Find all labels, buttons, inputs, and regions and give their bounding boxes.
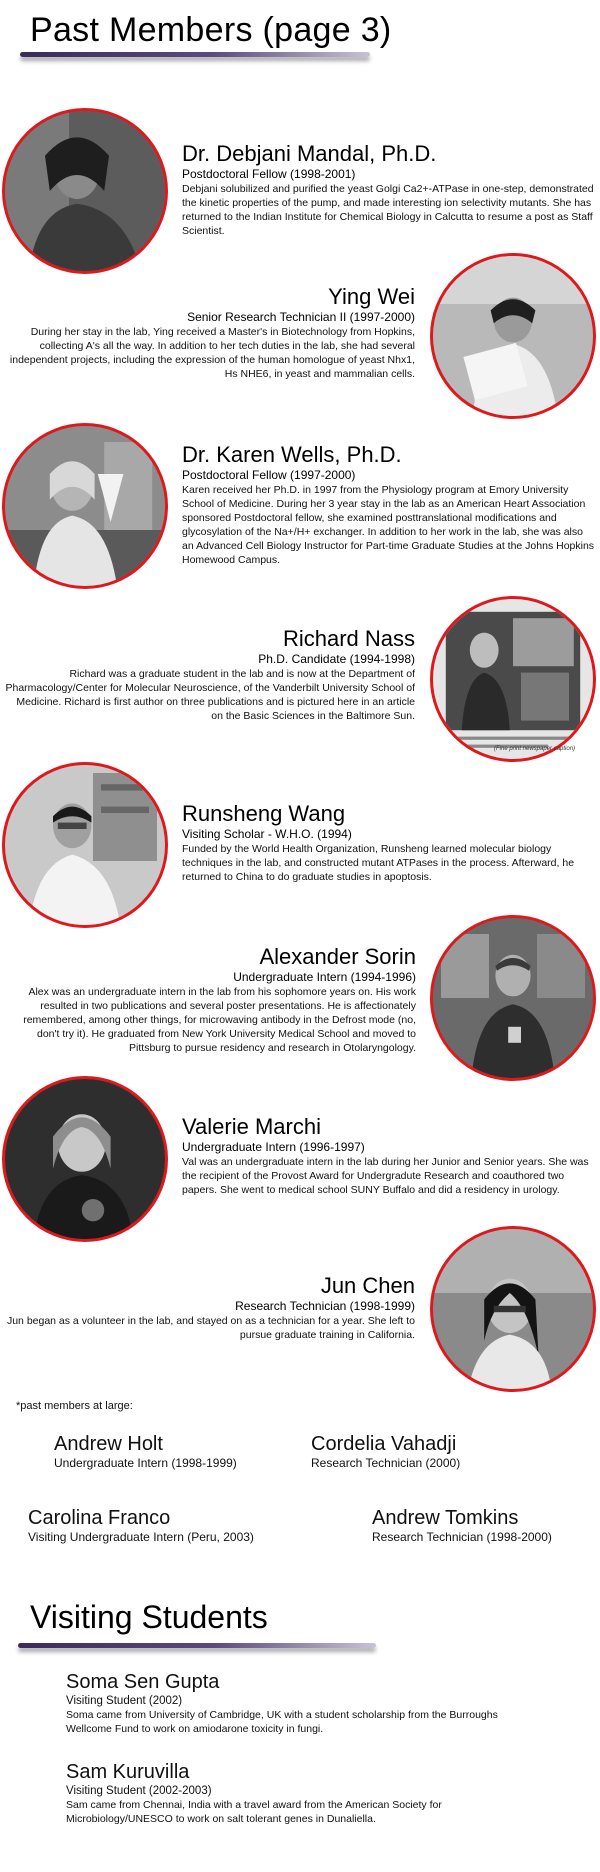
at-large-name: Carolina Franco xyxy=(28,1507,171,1529)
at-large-role: Visiting Undergraduate Intern (Peru, 2003) xyxy=(28,1530,254,1544)
member-description: Jun began as a volunteer in the lab, and stayed on as a technician for a year. She left to pursue graduate training in California. xyxy=(6,1315,415,1341)
at-large-member xyxy=(311,1432,460,1471)
at-large-role: Research Technician (2000) xyxy=(311,1456,461,1470)
member-entry-valerie-marchi xyxy=(182,1114,596,1197)
member-photo-debjani-mandal xyxy=(2,108,168,274)
member-photo-ying-wei xyxy=(430,253,596,419)
member-photo-runsheng-wang xyxy=(2,762,168,928)
at-large-role: Research Technician (1998-2000) xyxy=(372,1530,552,1544)
member-role: Undergraduate Intern (1996-1997) xyxy=(182,1140,365,1154)
visiting-students-title: Visiting Students xyxy=(30,1599,268,1635)
newspaper-caption: (Fine print newspaper caption) xyxy=(494,746,576,752)
at-large-member xyxy=(372,1506,552,1545)
at-large-name: Andrew Tomkins xyxy=(372,1507,519,1529)
visiting-student-role: Visiting Student (2002-2003) xyxy=(66,1785,212,1797)
visiting-student-name: Sam Kuruvilla xyxy=(66,1761,190,1783)
visiting-student-name: Soma Sen Gupta xyxy=(66,1671,220,1693)
visiting-student-entry xyxy=(66,1760,546,1826)
member-description: Richard was a graduate student in the lab and is now at the Department of Pharmacology/Center for Molecular Neuroscience, of the Vanderbilt University School of Medicine. Richard is first author on three publications and is pictured here in an article on the Basic Sciences in the Baltimore Sun. xyxy=(5,668,415,722)
member-entry-karen-wells xyxy=(182,442,596,567)
at-large-note: *past members at large: xyxy=(16,1400,133,1412)
member-entry-richard-nass xyxy=(3,626,415,723)
member-entry-debjani-mandal xyxy=(182,141,596,238)
at-large-member xyxy=(28,1506,254,1545)
member-name: Jun Chen xyxy=(320,1273,415,1298)
member-name: Alexander Sorin xyxy=(259,944,416,969)
member-name: Richard Nass xyxy=(282,626,415,651)
page-title: Past Members (page 3) xyxy=(30,11,392,49)
title-underline xyxy=(20,52,370,57)
member-description: During her stay in the lab, Ying received a Master's in Biotechnology from Hopkins, collecting A's all the way. In addition to her tech duties in the lab, she had several independent projects, including the expression of the human homologue of yeast Nhx1, Hs NHE6, in yeast and mammalian cells. xyxy=(9,326,415,380)
member-name: Valerie Marchi xyxy=(182,1114,321,1139)
member-description: Funded by the World Health Organization, Runsheng learned molecular biology techniques in the lab, and constructed mutant ATPases in the process. Afterward, he returned to China to do graduate studies in apoptosis. xyxy=(182,843,575,883)
member-description: Val was an undergraduate intern in the lab during her Junior and Senior years. She was the recipient of the Provost Award for Undergradute Research and coauthored two papers. She went to medical school SUNY Buffalo and did a residency in urology. xyxy=(182,1156,589,1196)
member-name: Runsheng Wang xyxy=(182,801,346,826)
member-role: Visiting Scholar - W.H.O. (1994) xyxy=(182,827,352,841)
member-role: Senior Research Technician II (1997-2000) xyxy=(187,310,415,324)
member-role: Postdoctoral Fellow (1998-2001) xyxy=(182,167,356,181)
member-photo-karen-wells xyxy=(2,423,168,589)
member-description: Debjani solubilized and purified the yeast Golgi Ca2+-ATPase in one-step, demonstrated the kinetic properties of the pump, and made interesting ion selectivity mutants. She has returned to the Indian Institute for Chemical Biology in Calcutta to resume a post as Staff Scientist. xyxy=(182,183,594,237)
member-photo-jun-chen xyxy=(430,1226,596,1392)
at-large-name: Andrew Holt xyxy=(54,1433,163,1455)
member-name: Dr. Debjani Mandal, Ph.D. xyxy=(182,141,437,166)
visiting-student-description: Soma came from University of Cambridge, UK with a student scholarship from the Burroughs Wellcome Fund to work on amiodarone toxicity in fungi. xyxy=(66,1709,498,1735)
member-photo-valerie-marchi xyxy=(2,1076,168,1242)
visiting-student-role: Visiting Student (2002) xyxy=(66,1695,183,1707)
member-role: Postdoctoral Fellow (1997-2000) xyxy=(182,468,356,482)
member-entry-ying-wei xyxy=(3,284,415,381)
member-photo-richard-nass xyxy=(430,596,596,762)
member-entry-jun-chen xyxy=(3,1273,415,1342)
member-description: Karen received her Ph.D. in 1997 from the Physiology program at Emory University School of Medicine. During her 3 year stay in the lab as an American Heart Association sponsored Postdoctoral fellow, she examined posttranslational modifications and glycosylation of the Na+/H+ exchanger. In addition to her work in the lab, she was also an Advanced Cell Biology Instructor for Part-time Graduate Studies at the Johns Hopkins Homewood Campus. xyxy=(182,484,595,566)
at-large-member xyxy=(54,1432,237,1471)
member-name: Dr. Karen Wells, Ph.D. xyxy=(182,442,402,467)
at-large-name: Cordelia Vahadji xyxy=(311,1433,457,1455)
visiting-student-entry xyxy=(66,1670,546,1736)
member-role: Undergraduate Intern (1994-1996) xyxy=(233,970,416,984)
member-entry-alexander-sorin xyxy=(4,944,416,1055)
member-photo-alexander-sorin xyxy=(430,915,596,1081)
member-name: Ying Wei xyxy=(328,284,415,309)
member-entry-runsheng-wang xyxy=(182,801,596,884)
visiting-student-description: Sam came from Chennai, India with a travel award from the American Society for Microbiology/UNESCO to work on salt tolerant genes in Dunaliella. xyxy=(66,1799,442,1825)
member-description: Alex was an undergraduate intern in the lab from his sophomore years on. His work resulted in two publications and several poster presentations. He is affectionately remembered, among other things, for microwaving antibody in the Defrost mode (no, don't try it). He graduated from New York University Medical School and moved to Pittsburg to pursue residency and research in Otolaryngology. xyxy=(23,986,416,1054)
member-role: Ph.D. Candidate (1994-1998) xyxy=(258,652,415,666)
member-role: Research Technician (1998-1999) xyxy=(235,1299,415,1313)
at-large-role: Undergraduate Intern (1998-1999) xyxy=(54,1456,237,1470)
visiting-title-underline xyxy=(18,1643,376,1648)
